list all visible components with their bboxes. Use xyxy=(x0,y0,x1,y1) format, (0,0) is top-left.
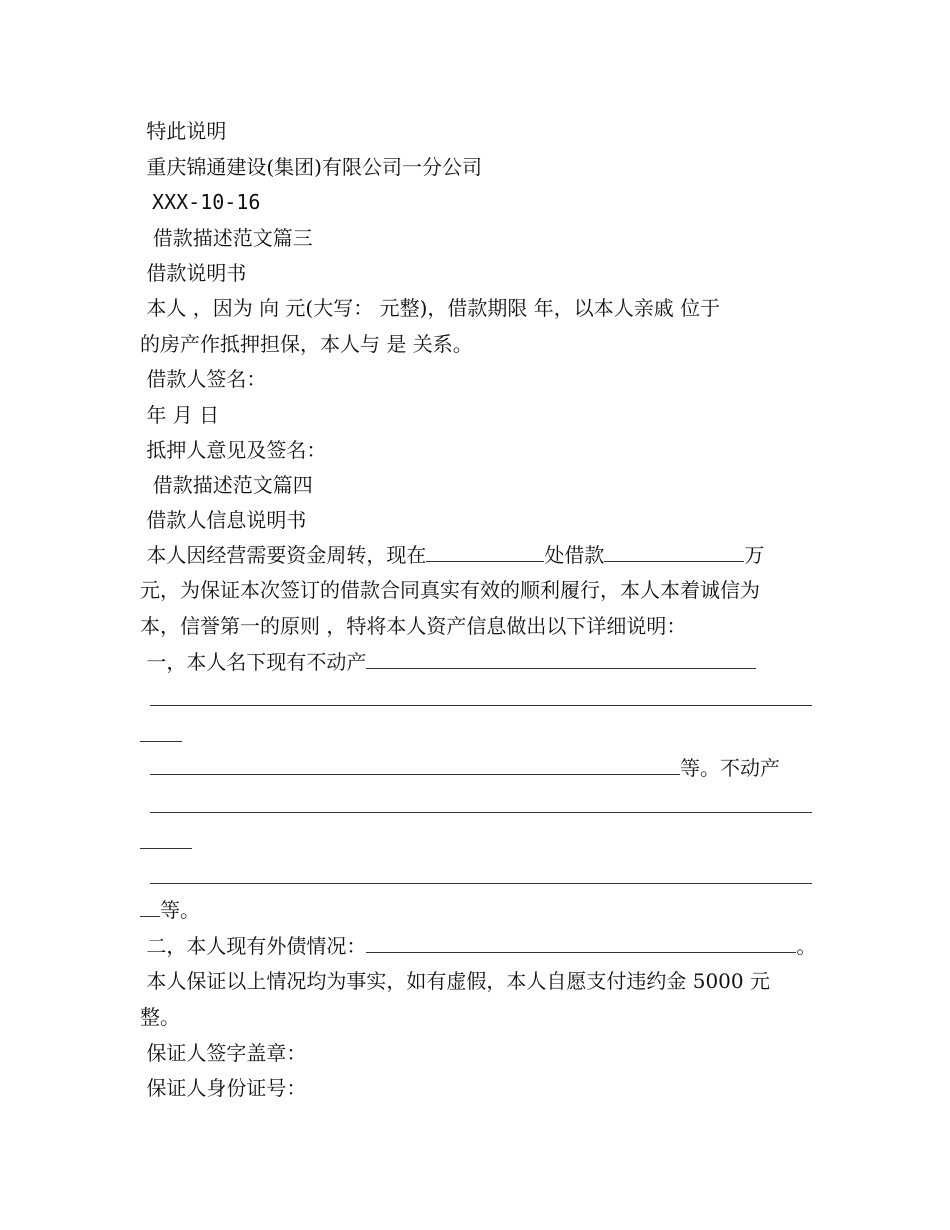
fill-in-rule xyxy=(140,848,192,849)
date-placeholder: 年 月 日 xyxy=(140,403,220,427)
lender-blank xyxy=(426,543,544,562)
paragraph-line xyxy=(140,543,820,567)
guarantor-id-label: 保证人身份证号： xyxy=(140,1076,307,1100)
external-debt-line xyxy=(140,934,840,958)
external-debt-label: 二，本人现有外债情况： xyxy=(140,934,367,958)
closing-remark: 特此说明 xyxy=(140,119,227,143)
guarantor-signature-label: 保证人签字盖章： xyxy=(140,1041,307,1065)
paragraph-text: 等。不动产 xyxy=(680,756,780,780)
real-estate-blank xyxy=(150,756,680,775)
real-estate-blank xyxy=(366,650,756,669)
section-heading-4: 借款描述范文篇四 xyxy=(140,473,313,497)
paragraph-line: 本人保证以上情况均为事实，如有虚假，本人自愿支付违约金 5000 元 xyxy=(140,969,770,993)
real-estate-label: 一，本人名下现有不动产 xyxy=(140,650,367,674)
paragraph-text: 。 xyxy=(796,934,817,958)
paragraph-text: 等。 xyxy=(160,898,200,922)
short-blank xyxy=(140,898,160,917)
date-line: XXX-10-16 xyxy=(140,190,261,214)
paragraph-text: 万 xyxy=(744,543,765,567)
paragraph-line: 的房产作抵押担保，本人与 是 关系。 xyxy=(140,332,473,356)
fill-in-rule xyxy=(140,741,182,742)
paragraph-line: 本，信誉第一的原则 ，特将本人资产信息做出以下详细说明： xyxy=(140,614,687,638)
mortgagor-opinion-label: 抵押人意见及签名： xyxy=(140,438,327,462)
real-estate-end xyxy=(140,898,820,922)
amount-blank xyxy=(604,543,744,562)
company-name: 重庆锦通建设(集团)有限公司一分公司 xyxy=(140,155,482,179)
fill-in-rule xyxy=(150,812,812,813)
external-debt-blank xyxy=(366,934,796,953)
section-heading-3: 借款描述范文篇三 xyxy=(140,226,313,250)
real-estate-line xyxy=(140,650,820,674)
paragraph-text: 本人因经营需要资金周转，现在 xyxy=(140,543,427,567)
document-title-4: 借款人信息说明书 xyxy=(140,508,307,532)
real-estate-continuation xyxy=(150,756,830,780)
document-title-3: 借款说明书 xyxy=(140,261,247,285)
fill-in-rule xyxy=(150,883,812,884)
fill-in-rule xyxy=(150,705,812,706)
paragraph-text: 处借款 xyxy=(544,543,605,567)
paragraph-line: 元，为保证本次签订的借款合同真实有效的顺利履行，本人本着诚信为 xyxy=(140,578,760,602)
paragraph-line: 本人 ，因为 向 元(大写： 元整)，借款期限 年，以本人亲戚 位于 xyxy=(140,296,721,320)
paragraph-line: 整。 xyxy=(140,1005,180,1029)
borrower-signature-label: 借款人签名： xyxy=(140,367,267,391)
